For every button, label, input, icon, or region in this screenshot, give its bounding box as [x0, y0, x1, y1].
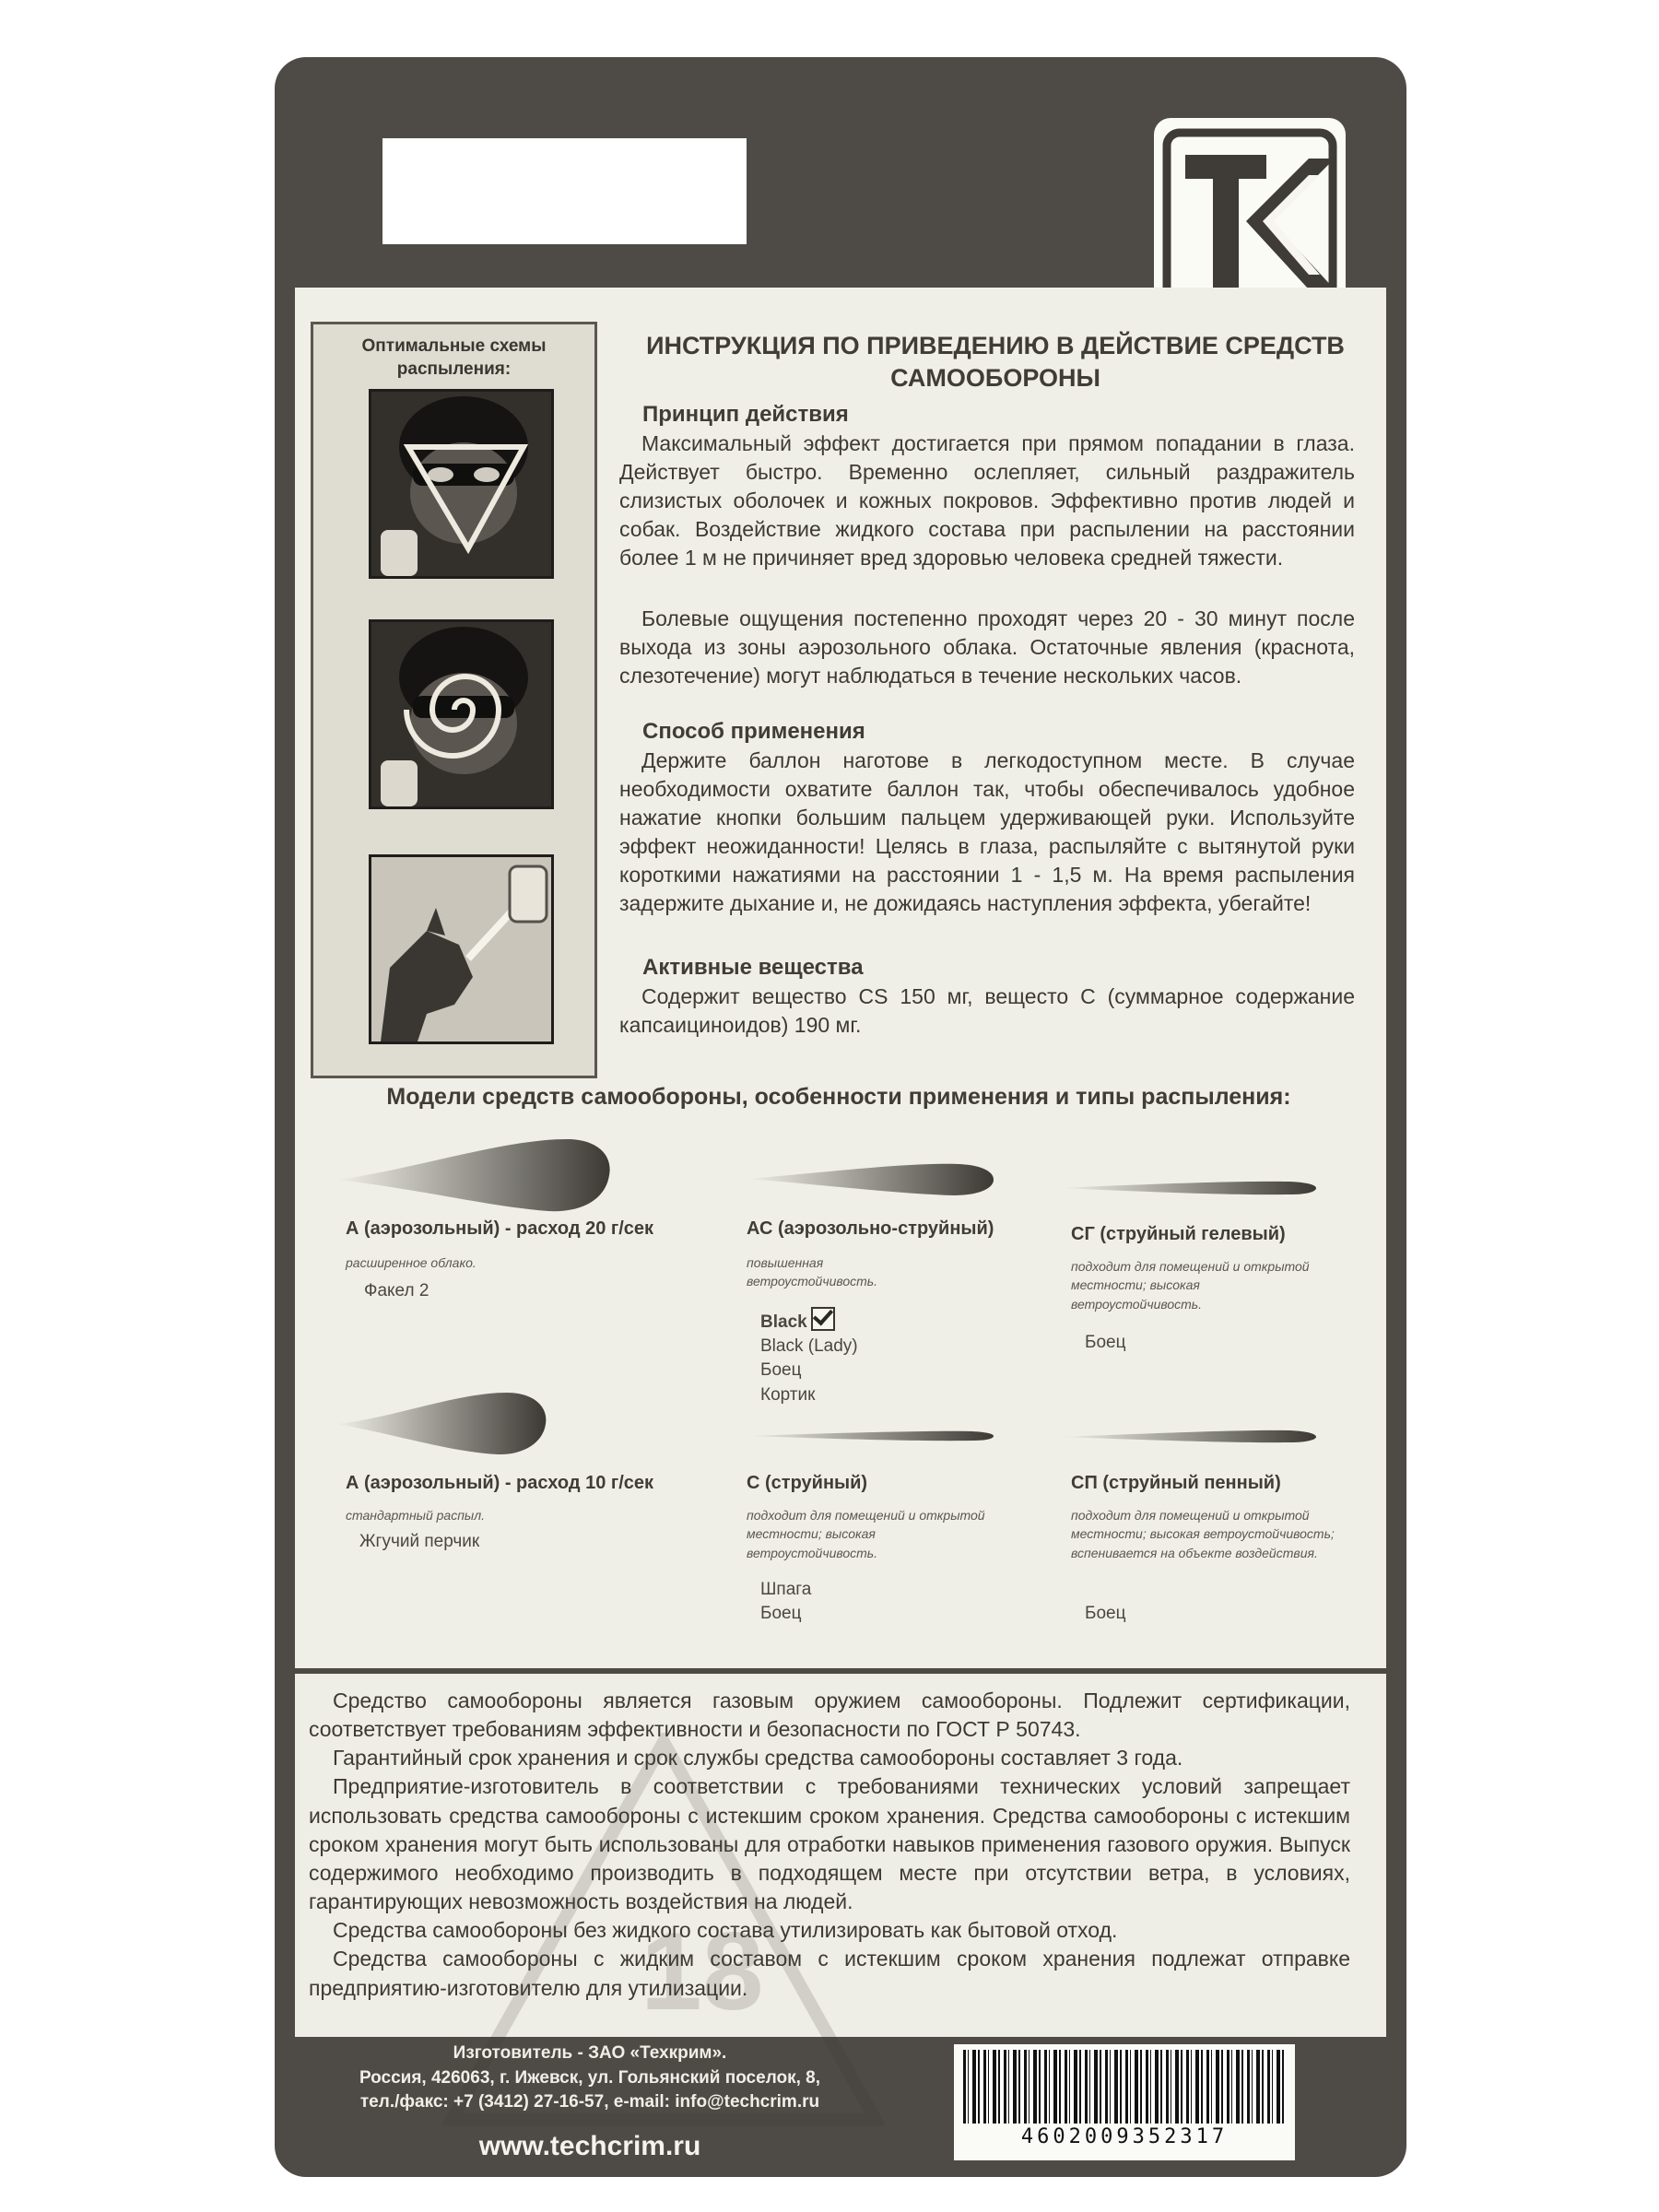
scheme-spiral-icon	[369, 619, 554, 809]
spray-wide-cloud-icon	[336, 1134, 613, 1217]
model-description: расширенное облако.	[346, 1255, 477, 1270]
spray-aerosol-jet-icon	[747, 1157, 995, 1203]
section-substances-title: Активные вещества	[642, 955, 864, 980]
model-name-list	[760, 1307, 858, 1407]
model-name: Боец	[1085, 1604, 1126, 1623]
spray-standard-cloud-icon	[336, 1387, 548, 1461]
manufacturer-info	[309, 2041, 871, 2115]
barcode-bars-icon	[963, 2050, 1286, 2124]
model-name: Жгучий перчик	[359, 1532, 480, 1551]
model-name: Боец	[760, 1604, 802, 1624]
legal-text	[309, 1687, 1350, 2003]
section-principle-title: Принцип действия	[642, 402, 849, 427]
models-title: Модели средств самообороны, особенности применения и типы распыления:	[386, 1084, 1291, 1110]
watermark-text: 18	[641, 1910, 764, 2033]
model-name: Шпага	[760, 1580, 812, 1599]
model-description: повышенная ветроустойчивость.	[747, 1255, 878, 1289]
model-name: Black	[760, 1312, 807, 1332]
manufacturer-line: тел./факс: +7 (3412) 27-16-57, e-mail: info@techcrim.ru	[359, 2092, 820, 2112]
legal-paragraph: Гарантийный срок хранения и срок службы средства самообороны составляет 3 года.	[333, 1746, 1183, 1771]
section-usage-title: Способ применения	[642, 719, 865, 744]
spray-schemes-illustration	[311, 322, 597, 1078]
model-description: подходит для помещений и открытой местности; высокая ветроустойчивость.	[1071, 1259, 1310, 1312]
manufacturer-line: Россия, 426063, г. Ижевск, ул. Гольянский поселок, 8,	[359, 2067, 821, 2088]
legal-paragraph: Предприятие-изготовитель в соответствии с требованиями технических условий запрещает использовать средства самообороны с истекшим сроком хранения. Средства самообороны с истекшим сроком хранения могут быть использованы для отработки навыков применения газового оружия. Выпуск содержимого необходимо производить в подходящем месте при отсутствии ветра, в условиях, гарантирующих невозможность воздействия на людей.	[309, 1774, 1350, 1914]
checkbox-checked-icon	[811, 1307, 835, 1331]
model-title: С (струйный)	[747, 1473, 868, 1493]
section-usage-text: Держите баллон наготове в легкодоступном месте. В случае необходимости охватите баллон так, чтобы обеспечивалось удобное нажатие кнопки большим пальцем удерживающей руки. Используйте эффект неожиданности! Целясь в глаза, распыляйте с вытянутой руки короткими нажатиями на расстоянии 1 - 1,5 м. На время распыления задержите дыхание и, не дожидаясь наступления эффекта, убегайте!	[619, 748, 1355, 915]
model-name-list	[760, 1578, 811, 1626]
legal-paragraph: Средства самообороны без жидкого состава утилизировать как бытовой отход.	[333, 1918, 1118, 1943]
legal-paragraph: Средство самообороны является газовым оружием самообороны. Подлежит сертификации, соответствует требованиям эффективности и безопасности по ГОСТ Р 50743.	[309, 1688, 1350, 1742]
spray-gel-jet-icon	[1060, 1177, 1318, 1199]
section-principle-text-1: Максимальный эффект достигается при прямом попадании в глаза. Действует быстро. Временно ослепляет, сильный раздражитель слизистых оболочек и кожных покровов. Эффективно против людей и собак. Воздействие жидкого состава при распылении на расстоянии более 1 м не причиняет вред здоровью человека средней тяжести.	[619, 431, 1355, 570]
spray-foam-jet-icon	[1060, 1427, 1318, 1447]
model-name-selected	[760, 1307, 858, 1335]
barcode	[954, 2044, 1295, 2160]
model-name: Кортик	[760, 1384, 816, 1405]
side-title: Оптимальные схемы распыления:	[361, 336, 547, 379]
spray-jet-icon	[747, 1427, 995, 1445]
section-principle-text-2: Болевые ощущения постепенно проходят через 20 - 30 минут после выхода из зоны аэрозольного облака. Остаточные явления (краснота, слезотечение) могут наблюдаться в течение нескольких часов.	[619, 606, 1355, 688]
model-description: стандартный распыл.	[346, 1508, 486, 1523]
model-description: подходит для помещений и открытой местности; высокая ветроустойчивость; вспенивается на объекте воздействия.	[1071, 1508, 1335, 1560]
legal-paragraph: Средства самообороны с жидким составом с истекшим сроком хранения подлежат отправке предприятию-изготовителю для утилизации.	[309, 1947, 1350, 2000]
model-title: А (аэрозольный) - расход 10 г/сек	[346, 1473, 654, 1493]
model-name: Боец	[1085, 1333, 1126, 1352]
model-title: СГ (струйный гелевый)	[1071, 1224, 1286, 1244]
section-substances-text: Содержит вещество CS 150 мг, вещесто С (суммарное содержание капсаициноидов) 190 мг.	[619, 984, 1355, 1037]
model-title: А (аэрозольный) - расход 20 г/сек	[346, 1218, 654, 1239]
model-name: Факел 2	[364, 1281, 429, 1300]
website: www.techcrim.ru	[478, 2131, 701, 2161]
model-name: Black (Lady)	[760, 1336, 858, 1357]
barcode-number: 4602009352317	[1020, 2125, 1229, 2148]
model-name: Боец	[760, 1360, 802, 1381]
instruction-title: ИНСТРУКЦИЯ ПО ПРИВЕДЕНИЮ В ДЕЙСТВИЕ СРЕДСТВ САМООБОРОНЫ	[646, 332, 1345, 392]
model-description: подходит для помещений и открытой местности; высокая ветроустойчивость.	[747, 1508, 985, 1560]
manufacturer-line: Изготовитель - ЗАО «Техкрим».	[453, 2043, 727, 2063]
panel-divider	[295, 1668, 1386, 1674]
hang-slot	[382, 138, 747, 244]
model-title: СП (струйный пенный)	[1071, 1473, 1281, 1493]
model-title: АС (аэрозольно-струйный)	[747, 1218, 994, 1239]
scheme-triangle-icon	[369, 389, 554, 579]
scheme-dog-icon	[369, 854, 554, 1044]
